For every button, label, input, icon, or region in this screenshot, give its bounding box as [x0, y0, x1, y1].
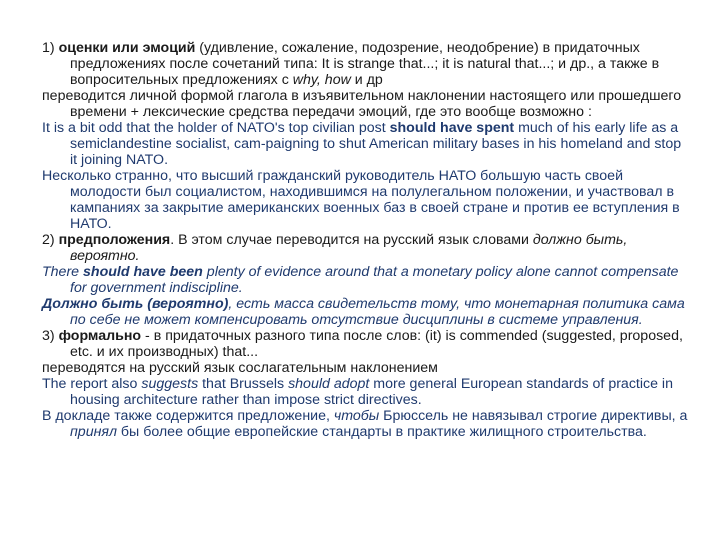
text-run: - в придаточных разного типа после слов: (it) is commended (suggested, proposed, etc. и их производных) that... — [70, 328, 683, 360]
text-run: 3) — [42, 328, 59, 344]
text-run-italic: , есть масса свидетельств тому, что монетарная политика сама по себе не может компенсировать отсутствие дисциплины в системе управления. — [70, 296, 685, 328]
text-run: 2) — [42, 232, 59, 248]
text-run-italic: should adopt — [288, 376, 370, 392]
text-run: бы более общие европейские стандарты в практике жилищного строительства. — [116, 424, 647, 440]
text-run: It is a bit odd that the holder of NATO's top civilian post — [42, 120, 390, 136]
text-run: и др — [350, 72, 383, 88]
text-run: (удивление, сожаление, подозрение, неодобрение) в придаточных предложениях после сочетаний типа: It is strange that...; it is natural that...; и др., а также в вопросительных предложениях с — [70, 40, 660, 88]
paragraph-example-monetary-ru — [42, 296, 692, 328]
text-run: Брюссель не навязывал строгие директивы, а — [379, 408, 688, 424]
text-run: . В этом случае переводится на русский язык словами — [170, 232, 533, 248]
text-run: that Brussels — [198, 376, 289, 392]
text-run-bold-italic: should have been — [83, 264, 203, 280]
text-run-bold: формально — [58, 328, 142, 344]
paragraph-formal-rule — [42, 328, 692, 360]
paragraph-emotion-rule — [42, 40, 692, 88]
text-run-italic: принял — [70, 424, 117, 440]
text-run: 1) — [42, 40, 59, 56]
text-run-italic: чтобы — [333, 408, 380, 424]
text-run-italic: plenty of evidence around that a monetary policy alone cannot compensate for government indiscipline. — [70, 264, 679, 296]
text-run-bold-italic: Должно быть (вероятно) — [42, 296, 229, 312]
text-run-bold: предположения — [58, 232, 171, 248]
text-run-italic: There — [42, 264, 84, 280]
paragraph-example-nato-ru — [42, 168, 692, 232]
paragraph-formal-translation — [42, 360, 692, 376]
text-run-italic: должно быть, вероятно. — [70, 232, 628, 264]
paragraph-example-brussels-ru — [42, 408, 692, 440]
slide-text-body — [42, 40, 692, 440]
paragraph-example-brussels-en — [42, 376, 692, 408]
text-run-bold: оценки или эмоций — [58, 40, 196, 56]
paragraph-example-monetary-en — [42, 264, 692, 296]
text-run: more general European standards of practice in housing architecture rather than impose strict directives. — [70, 376, 673, 408]
text-run-italic: suggests — [141, 376, 199, 392]
paragraph-example-nato-en — [42, 120, 692, 168]
text-run: переводится личной формой глагола в изъявительном наклонении настоящего или прошедшего времени + лексические средства передачи эмоций, где это вообще возможно : — [42, 88, 682, 120]
text-run: В докладе также содержится предложение, — [42, 408, 334, 424]
text-run-italic: why, how — [292, 72, 351, 88]
paragraph-emotion-translation — [42, 88, 692, 120]
text-run: The report also — [42, 376, 142, 392]
text-run: much of his early life as a semiclandestine socialist, cam-paigning to shut American military bases in his homeland and stop it joining NATO. — [70, 120, 682, 168]
paragraph-assumption-rule — [42, 232, 692, 264]
text-run: Несколько странно, что высший гражданский руководитель НАТО большую часть своей молодости был социалистом, находившимся на полулегальном положении, и участвовал в кампаниях за закрытие американских военных баз в своей стране и против ее вступления в НАТО. — [42, 168, 680, 232]
text-run: переводятся на русский язык сослагательным наклонением — [42, 360, 438, 376]
text-run-bold: should have spent — [389, 120, 515, 136]
